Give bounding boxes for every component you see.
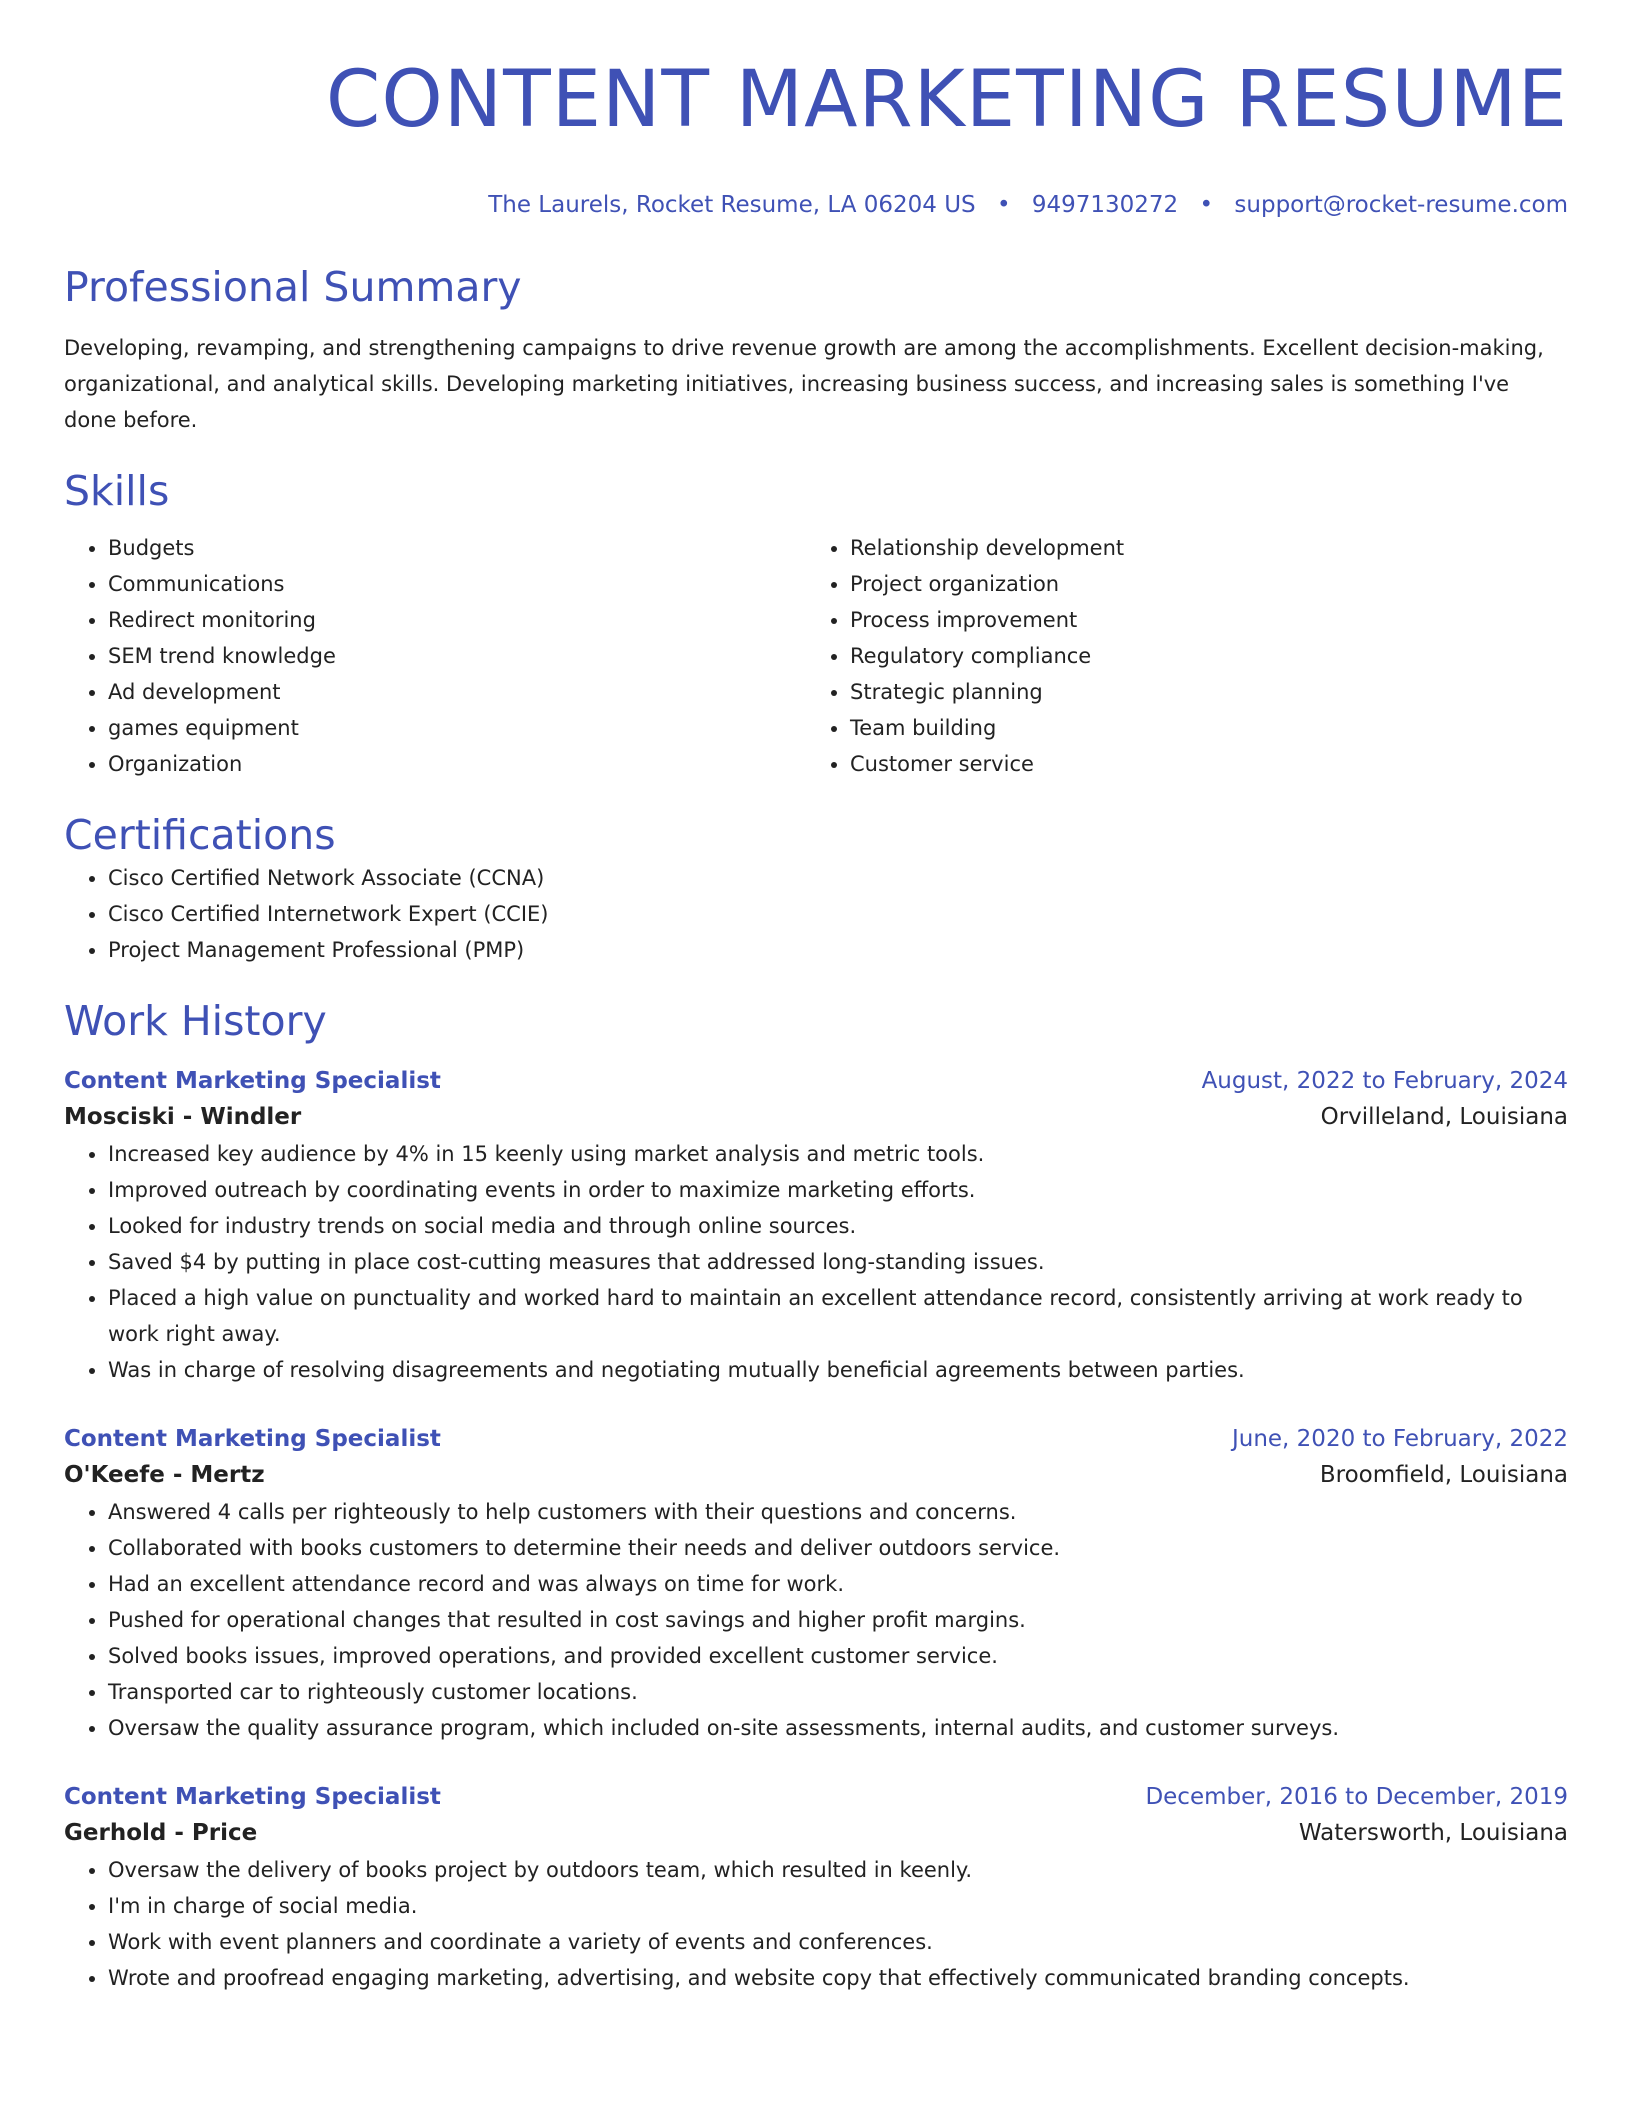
job-bullet: • Increased key audience by 4% in 15 keenly using market analysis and metric tools. bbox=[108, 1136, 1568, 1172]
skills-list-left bbox=[64, 530, 806, 782]
certifications-section bbox=[64, 810, 1568, 968]
job-bullet: • Collaborated with books customers to determine their needs and deliver outdoors service. bbox=[108, 1530, 1568, 1566]
job-bullets bbox=[64, 1494, 1568, 1746]
skills-column-left bbox=[64, 530, 806, 782]
job-bullet: • Oversaw the quality assurance program, which included on-site assessments, internal audits, and customer surveys. bbox=[108, 1710, 1568, 1746]
skill-item: • Redirect monitoring bbox=[108, 602, 806, 638]
resume-header bbox=[64, 52, 1568, 220]
job-bullet: • Work with event planners and coordinate a variety of events and conferences. bbox=[108, 1924, 1568, 1960]
summary-heading: Professional Summary bbox=[64, 263, 522, 311]
job-bullet: • Looked for industry trends on social media and through online sources. bbox=[108, 1208, 1568, 1244]
job-header-row bbox=[64, 1064, 1568, 1098]
resume-title: CONTENT MARKETING RESUME bbox=[325, 55, 1568, 145]
job-bullet: • Improved outreach by coordinating events in order to maximize marketing efforts. bbox=[108, 1172, 1568, 1208]
job-location: Orvilleland, Louisiana bbox=[1320, 1104, 1568, 1130]
skills-grid bbox=[64, 530, 1568, 782]
job-bullet: • Answered 4 calls per righteously to help customers with their questions and concerns. bbox=[108, 1494, 1568, 1530]
job-header-row bbox=[64, 1780, 1568, 1814]
job-entry bbox=[64, 1422, 1568, 1746]
summary-text: Developing, revamping, and strengthening campaigns to drive revenue growth are among the accomplishments. Excellent decision-making, organizational, and analytical skills. Developing marketing initiatives, increasing business success, and increasing sales is something I've done before. bbox=[64, 336, 1544, 432]
summary-section bbox=[64, 262, 1568, 438]
contact-separator: • bbox=[996, 192, 1011, 218]
contact-address: The Laurels, Rocket Resume, LA 06204 US bbox=[488, 192, 976, 218]
skill-item: • Process improvement bbox=[850, 602, 1548, 638]
work-history-section bbox=[64, 996, 1568, 1996]
skill-item: • Strategic planning bbox=[850, 674, 1548, 710]
certification-item: • Project Management Professional (PMP) bbox=[108, 932, 1568, 968]
skill-item: • Communications bbox=[108, 566, 806, 602]
contact-separator: • bbox=[1199, 192, 1214, 218]
job-header-row bbox=[64, 1422, 1568, 1456]
job-company-row bbox=[64, 1456, 1568, 1494]
job-dates: August, 2022 to February, 2024 bbox=[1201, 1068, 1568, 1094]
job-entry bbox=[64, 1780, 1568, 1996]
skill-item: • Organization bbox=[108, 746, 806, 782]
skills-list-right bbox=[806, 530, 1548, 782]
job-company-row bbox=[64, 1098, 1568, 1136]
job-bullet: • I'm in charge of social media. bbox=[108, 1888, 1568, 1924]
job-bullet: • Oversaw the delivery of books project by outdoors team, which resulted in keenly. bbox=[108, 1852, 1568, 1888]
job-bullet: • Placed a high value on punctuality and worked hard to maintain an excellent attendance record, consistently arriving at work ready to work right away. bbox=[108, 1280, 1568, 1352]
job-dates: June, 2020 to February, 2022 bbox=[1231, 1426, 1568, 1452]
job-bullet: • Wrote and proofread engaging marketing, advertising, and website copy that effectively communicated branding concepts. bbox=[108, 1960, 1568, 1996]
certifications-list bbox=[64, 860, 1568, 968]
skill-item: • SEM trend knowledge bbox=[108, 638, 806, 674]
job-role: Content Marketing Specialist bbox=[64, 1426, 441, 1452]
job-company: Gerhold - Price bbox=[64, 1820, 258, 1846]
skill-item: • Team building bbox=[850, 710, 1548, 746]
job-bullets bbox=[64, 1136, 1568, 1388]
job-bullet: • Solved books issues, improved operations, and provided excellent customer service. bbox=[108, 1638, 1568, 1674]
contact-email: support@rocket-resume.com bbox=[1234, 192, 1568, 218]
skill-item: • Customer service bbox=[850, 746, 1548, 782]
work-history-heading: Work History bbox=[64, 997, 327, 1045]
job-bullets bbox=[64, 1852, 1568, 1996]
job-role: Content Marketing Specialist bbox=[64, 1068, 441, 1094]
job-location: Watersworth, Louisiana bbox=[1298, 1820, 1568, 1846]
skill-item: • Budgets bbox=[108, 530, 806, 566]
job-dates: December, 2016 to December, 2019 bbox=[1145, 1784, 1568, 1810]
job-location: Broomfield, Louisiana bbox=[1319, 1462, 1568, 1488]
contact-line bbox=[64, 190, 1568, 220]
skills-section bbox=[64, 466, 1568, 782]
job-role: Content Marketing Specialist bbox=[64, 1784, 441, 1810]
certification-item: • Cisco Certified Internetwork Expert (CCIE) bbox=[108, 896, 1568, 932]
skill-item: • Regulatory compliance bbox=[850, 638, 1548, 674]
skill-item: • games equipment bbox=[108, 710, 806, 746]
skill-item: • Ad development bbox=[108, 674, 806, 710]
certifications-heading: Certifications bbox=[64, 811, 336, 859]
job-bullet: • Pushed for operational changes that resulted in cost savings and higher profit margins. bbox=[108, 1602, 1568, 1638]
job-bullet: • Was in charge of resolving disagreements and negotiating mutually beneficial agreements between parties. bbox=[108, 1352, 1568, 1388]
job-company: O'Keefe - Mertz bbox=[64, 1462, 265, 1488]
job-bullet: • Saved $4 by putting in place cost-cutting measures that addressed long-standing issues. bbox=[108, 1244, 1568, 1280]
job-bullet: • Transported car to righteously customer locations. bbox=[108, 1674, 1568, 1710]
job-entry bbox=[64, 1064, 1568, 1388]
job-bullet: • Had an excellent attendance record and was always on time for work. bbox=[108, 1566, 1568, 1602]
skill-item: • Relationship development bbox=[850, 530, 1548, 566]
contact-phone: 9497130272 bbox=[1031, 192, 1179, 218]
skill-item: • Project organization bbox=[850, 566, 1548, 602]
certification-item: • Cisco Certified Network Associate (CCNA) bbox=[108, 860, 1568, 896]
job-company-row bbox=[64, 1814, 1568, 1852]
skills-column-right bbox=[806, 530, 1548, 782]
job-company: Mosciski - Windler bbox=[64, 1104, 302, 1130]
skills-heading: Skills bbox=[64, 467, 170, 515]
